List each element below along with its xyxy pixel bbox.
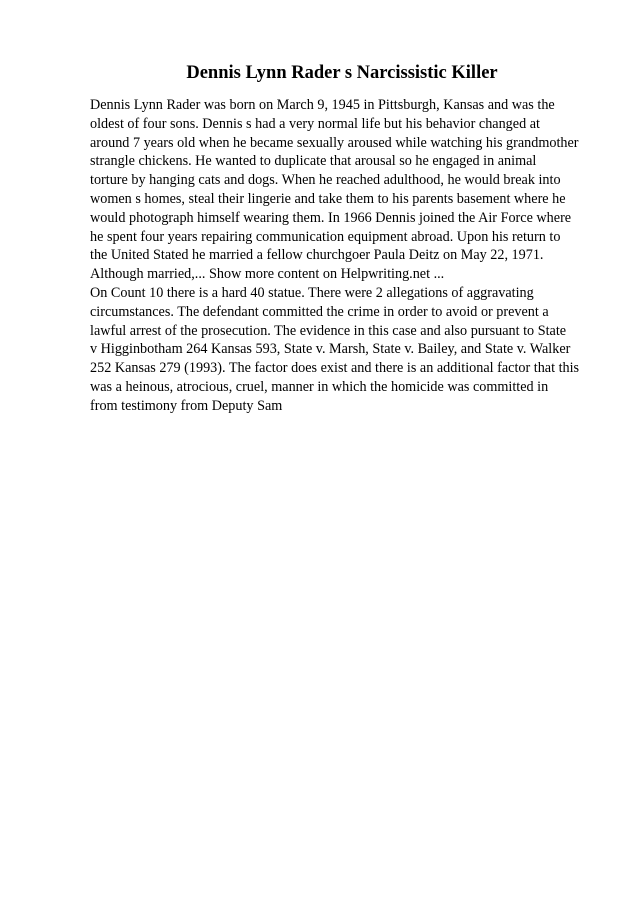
body-line: strangle chickens. He wanted to duplicate that arousal so he engaged in animal — [90, 153, 537, 170]
body-line: women s homes, steal their lingerie and take them to his parents basement where he — [90, 190, 566, 207]
body-line: Dennis Lynn Rader was born on March 9, 1945 in Pittsburgh, Kansas and was the — [90, 97, 555, 113]
body-line: oldest of four sons. Dennis s had a very normal life but his behavior changed at — [90, 115, 540, 132]
body-line: he spent four years repairing communication equipment abroad. Upon his return to — [90, 228, 561, 245]
body-line: lawful arrest of the prosecution. The evidence in this case and also pursuant to State — [90, 322, 567, 339]
body-line: 252 Kansas 279 (1993). The factor does exist and there is an additional factor that this — [90, 360, 580, 377]
body-line: On Count 10 there is a hard 40 statue. There were 2 allegations of aggravating — [90, 284, 534, 301]
body-line: circumstances. The defendant committed the crime in order to avoid or prevent a — [90, 303, 549, 320]
body-line: from testimony from Deputy Sam — [90, 397, 283, 414]
body-line: would photograph himself wearing them. In 1966 Dennis joined the Air Force where — [90, 209, 572, 226]
body-line: around 7 years old when he became sexually aroused while watching his grandmother — [90, 134, 579, 151]
body-line: v Higginbotham 264 Kansas 593, State v. Marsh, State v. Bailey, and State v. Walker — [90, 341, 571, 358]
document-body — [90, 96, 610, 416]
body-line: the United Stated he married a fellow churchgoer Paula Deitz on May 22, 1971. — [90, 247, 544, 264]
body-line: was a heinous, atrocious, cruel, manner in which the homicide was committed in — [90, 378, 549, 395]
body-line: Although married,... Show more content on Helpwriting.net ... — [90, 266, 445, 283]
body-line: torture by hanging cats and dogs. When he reached adulthood, he would break into — [90, 172, 561, 189]
document-title: Dennis Lynn Rader s Narcissistic Killer — [186, 63, 498, 83]
